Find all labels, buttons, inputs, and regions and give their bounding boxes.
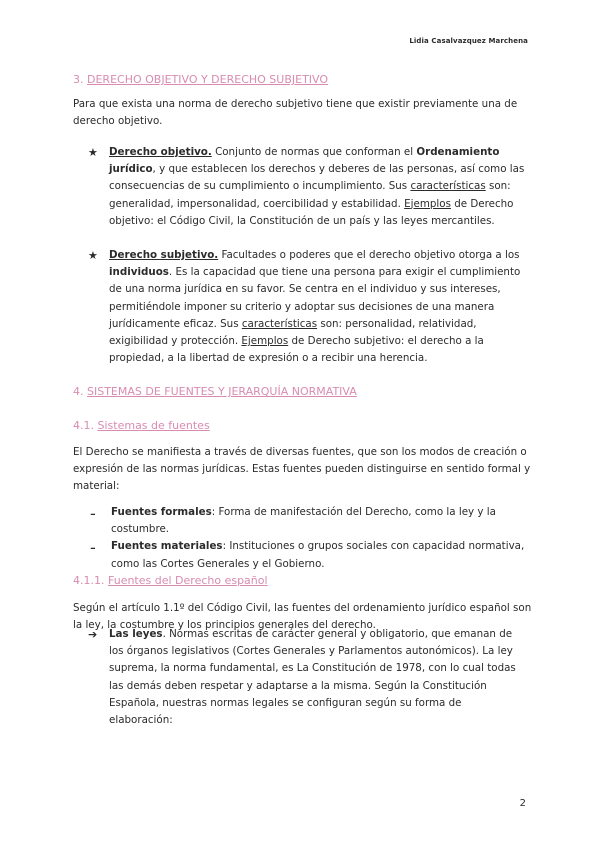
- list-item-text: [109, 626, 528, 729]
- section-4-1-1-heading: [73, 574, 268, 587]
- arrow-bullet-icon: ➔: [88, 628, 98, 641]
- text: son: personalidad, relatividad, exigibilidad y protección.: [109, 317, 477, 348]
- text: . Es la capacidad que tiene una persona para exigir el cumplimiento de una norma jurídica en su favor. Se centra en el individuo y sus intereses, permitiéndole imponer su criterio y adoptar sus decisiones de una manera jurídicamente eficaz. Sus: [109, 266, 521, 330]
- page-number: 2: [519, 798, 526, 809]
- list-item-text: [109, 247, 528, 367]
- term: Las leyes: [109, 628, 163, 640]
- list-item: [88, 144, 528, 230]
- list-item-text: [111, 504, 530, 538]
- section-4-number: 4.: [73, 385, 84, 398]
- section-4-1-1-number: 4.1.1.: [73, 574, 105, 587]
- text: : Forma de manifestación del Derecho, como la ley y la costumbre.: [111, 506, 496, 536]
- text: . Normas escritas de carácter general y obligatorio, que emanan de los órganos legislativos (Cortes Generales y Parlamentos autonómicos). La ley suprema, la norma fundamental, es La Constitución de 1978, con lo cual todas las demás deben respetar y adaptarse a la misma. Según la Constitución Española, nuestras normas legales se configuran según su forma de elaboración:: [109, 628, 516, 727]
- text: , y que establecen los derechos y deberes de las personas, así como las consecuencias de su cumplimiento o incumplimiento. Sus: [109, 163, 525, 193]
- list-item: [90, 538, 530, 572]
- text: : Instituciones o grupos sociales con capacidad normativa, como las Cortes Generales y el Gobierno.: [111, 540, 525, 570]
- section-4-1-1-list: [88, 626, 528, 729]
- section-4-1-1-title: Fuentes del Derecho español: [108, 574, 268, 587]
- underlined-term: Ejemplos: [241, 335, 289, 348]
- star-bullet-icon: ★: [88, 249, 98, 263]
- section-4-1-list: [90, 504, 530, 573]
- underlined-term: características: [241, 317, 318, 330]
- term: Derecho subjetivo.: [109, 249, 219, 262]
- section-3-title: DERECHO OBJETIVO Y DERECHO SUBJETIVO: [87, 73, 329, 86]
- section-3-list: [88, 144, 528, 367]
- underlined-term: Ejemplos: [404, 197, 451, 210]
- section-4-title: SISTEMAS DE FUENTES Y JERARQUÍA NORMATIVA: [87, 385, 357, 398]
- term: Fuentes materiales: [111, 540, 223, 553]
- star-bullet-icon: ★: [88, 146, 98, 159]
- list-item-text: [109, 144, 528, 230]
- text: son: generalidad, impersonalidad, coercibilidad y estabilidad.: [109, 180, 511, 210]
- text: de Derecho objetivo: el Código Civil, la Constitución de un país y las leyes mercantiles.: [109, 197, 514, 227]
- dash-bullet-icon: -: [90, 538, 96, 558]
- section-4-1-heading: [73, 419, 210, 432]
- term: Derecho objetivo.: [109, 146, 212, 158]
- list-item: [90, 504, 530, 538]
- author-header: Lidia Casalvazquez Marchena: [409, 37, 528, 45]
- text: Facultades o poderes que el derecho objetivo otorga a los: [218, 249, 520, 262]
- section-4-1-intro: El Derecho se manifiesta a través de diversas fuentes, que son los modos de creación o expresión de las normas jurídicas. Estas fuentes pueden distinguirse en sentido formal y material:: [73, 446, 531, 493]
- section-4-1-number: 4.1.: [73, 419, 94, 432]
- list-item: [88, 247, 528, 367]
- section-3-number: 3.: [73, 73, 84, 86]
- list-item-text: [111, 538, 530, 572]
- underlined-term: características: [410, 180, 486, 193]
- dash-bullet-icon: -: [90, 504, 96, 523]
- section-4-1-title: Sistemas de fuentes: [97, 419, 210, 432]
- list-item: [88, 626, 528, 729]
- section-3-heading: [73, 73, 328, 86]
- bold-term: Ordenamiento jurídico: [109, 146, 500, 176]
- section-4-heading: [73, 385, 357, 398]
- section-3-intro: Para que exista una norma de derecho subjetivo tiene que existir previamente una de derecho objetivo.: [73, 98, 518, 128]
- bold-term: individuos: [109, 266, 169, 279]
- text: de Derecho subjetivo: el derecho a la propiedad, a la libertad de expresión o a recibir una herencia.: [109, 335, 484, 365]
- term: Fuentes formales: [111, 506, 212, 518]
- text: Conjunto de normas que conforman el: [211, 146, 417, 158]
- section-4-1-1-intro: Según el artículo 1.1º del Código Civil, las fuentes del ordenamiento jurídico español son la ley, la costumbre y los principios generales del derecho.: [73, 602, 532, 632]
